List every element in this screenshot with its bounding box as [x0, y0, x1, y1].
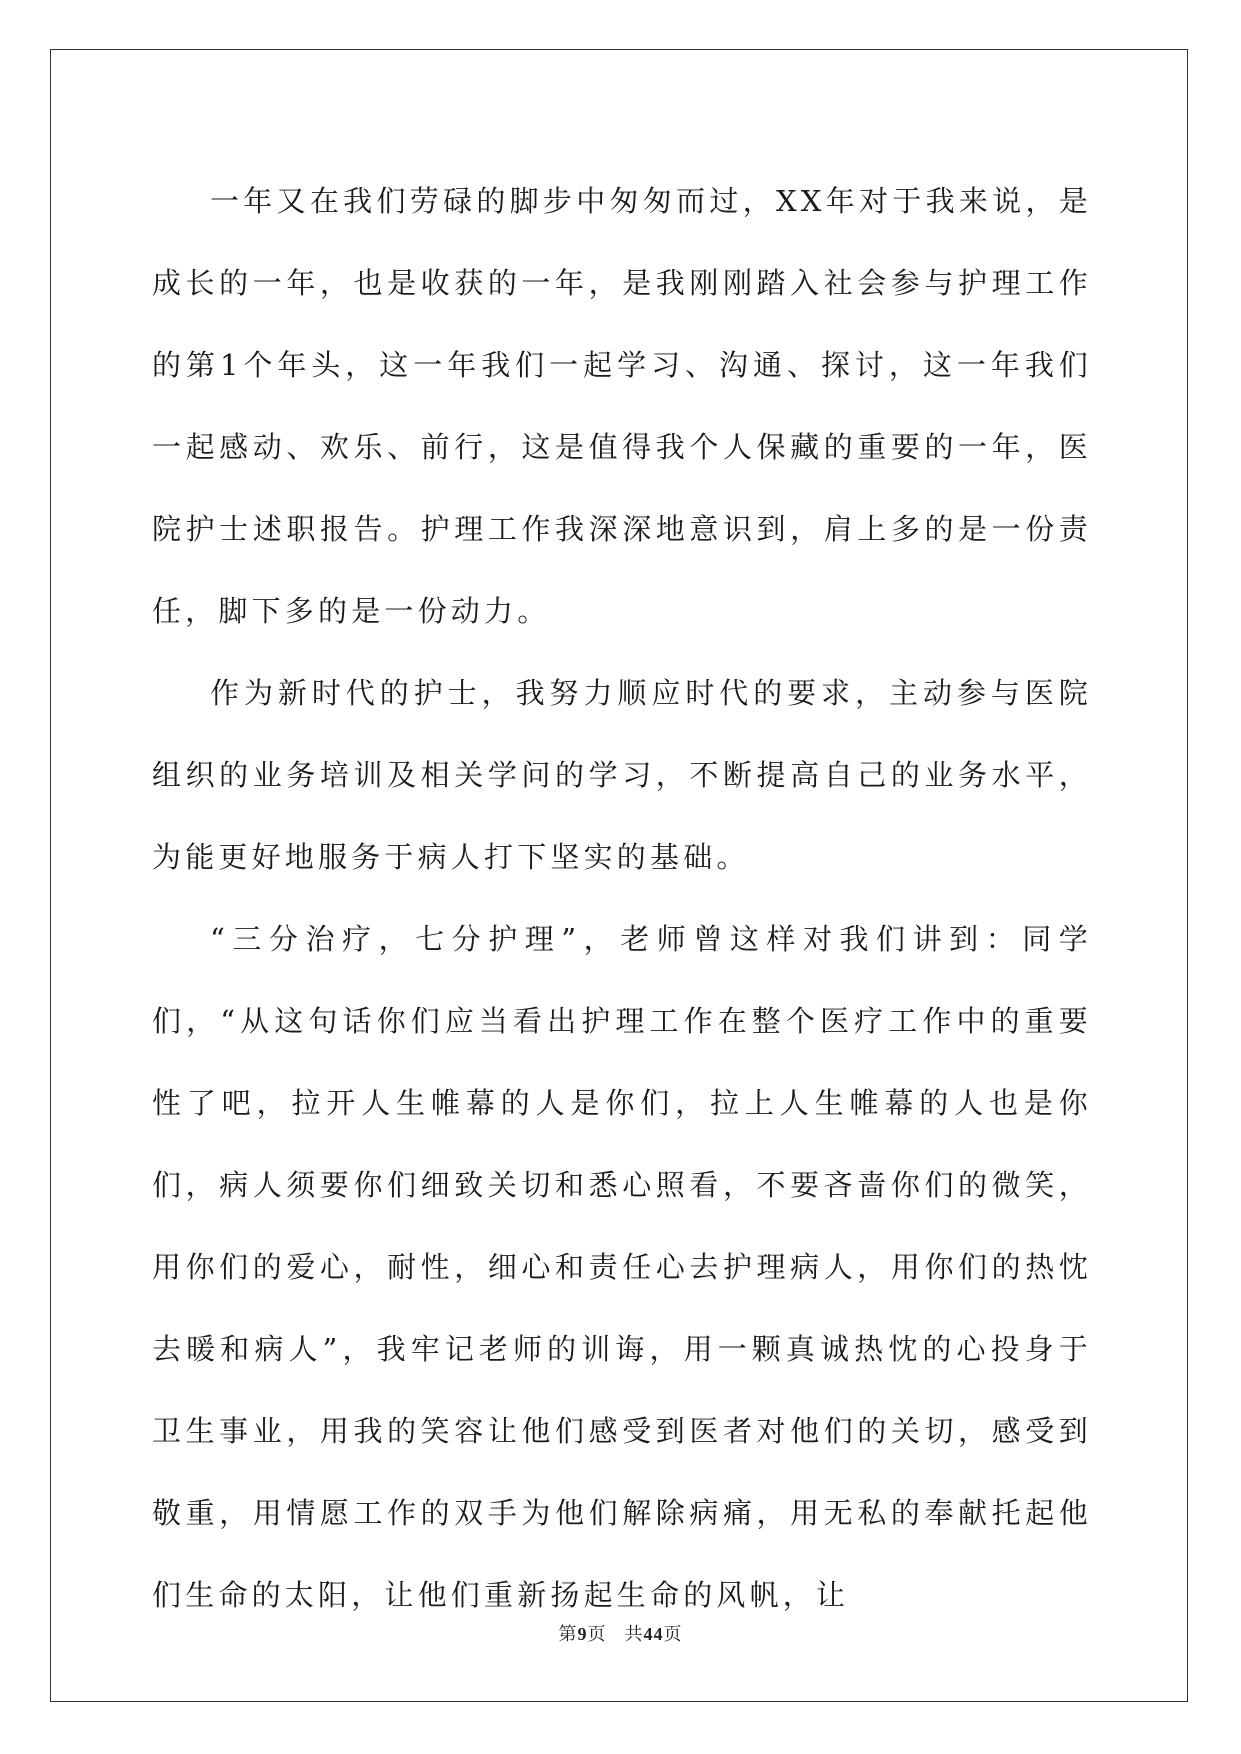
paragraph-3: “三分治疗，七分护理”，老师曾这样对我们讲到：同学们，“从这句话你们应当看出护理工作在整个医疗工作中的重要性了吧，拉开人生帷幕的人是你们，拉上人生帷幕的人也是你们，病人须要你们细致关切和悉心照看，不要吝啬你们的微笑，用你们的爱心，耐性，细心和责任心去护理病人，用你们的热忱去暖和病人”，我牢记老师的训诲，用一颗真诚热忱的心投身于卫生事业，用我的笑容让他们感受到医者对他们的关切，感受到敬重，用情愿工作的双手为他们解除病痛，用无私的奉献托起他们生命的太阳，让他们重新扬起生命的风帆，让 [152, 922, 1092, 1612]
paragraph-1: 一年又在我们劳碌的脚步中匆匆而过，XX年对于我来说，是成长的一年，也是收获的一年，是我刚刚踏入社会参与护理工作的第1个年头，这一年我们一起学习、沟通、探讨，这一年我们一起感动、欢乐、前行，这是值得我个人保藏的重要的一年，医院护士述职报告。护理工作我深深地意识到，肩上多的是一份责任，脚下多的是一份动力。 [152, 184, 1092, 628]
page-prefix: 第 [558, 1624, 578, 1645]
page-number: 9 [577, 1624, 588, 1644]
document-body [152, 160, 1092, 1636]
total-pages: 44 [643, 1624, 664, 1644]
page-suffix: 页 [587, 1624, 607, 1645]
total-prefix: 共 [624, 1624, 644, 1645]
total-suffix: 页 [663, 1624, 683, 1645]
paragraph-2: 作为新时代的护士，我努力顺应时代的要求，主动参与医院组织的业务培训及相关学问的学习，不断提高自己的业务水平，为能更好地服务于病人打下坚实的基础。 [152, 676, 1092, 874]
page-footer [0, 1620, 1241, 1646]
